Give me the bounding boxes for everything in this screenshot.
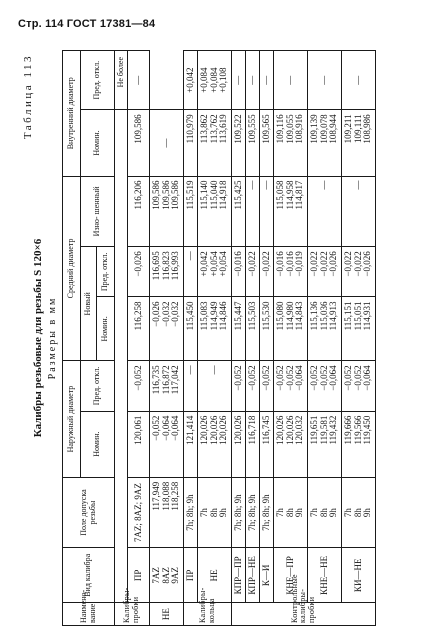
cell-o-dev: −0,052 [260, 361, 274, 411]
table-row [308, 51, 342, 626]
table-row: ПР 7AZ; 8AZ; 9AZ 120,061 −0,052 116,258 −0,026 116,206 109,586 — [128, 51, 150, 626]
col-outer: Наружный диаметр [63, 361, 81, 477]
group-plugs: Калибры-пробки [115, 603, 150, 626]
cell-i-nom: 109,555 [246, 110, 260, 176]
cell-m-nom: 115,447 [232, 297, 246, 361]
cell-o-nom: 119,666 119,566 119,450 [342, 411, 376, 477]
cell-m-dev: −0,016 −0,016 −0,019 [274, 247, 308, 297]
cell-m-nom: 115,136 115,036 114,913 [308, 297, 342, 361]
cell-i-dev: +0,084 +0,084 +0,108 [198, 51, 232, 110]
cell-i-nom: 109,565 [260, 110, 274, 176]
cell-m-worn: 115,425 [232, 176, 246, 247]
cell-m-dev: −0,022 [260, 247, 274, 297]
cell-m-worn: — [342, 176, 376, 247]
col-inner-dev: Пред. откл. [81, 51, 115, 110]
cell-m-dev: +0,042 +0,054 +0,054 [198, 247, 232, 297]
note-not-more: Не более [115, 51, 128, 110]
table-row [198, 51, 232, 626]
cell-m-worn: 115,519 [184, 176, 198, 247]
cell-o-nom: 120,026 120,026 120,026 [198, 411, 232, 477]
cell-m-worn: 115,140 115,040 114,918 [198, 176, 232, 247]
cell-m-nom: 115,151 115,051 114,931 [342, 297, 376, 361]
rotated-table-block [18, 50, 380, 626]
cell-type: КПР—НЕ [246, 548, 260, 603]
cell-o-dev: −0,052 [246, 361, 260, 411]
cell-o-nom: 117,949 118,088 118,258 [150, 477, 184, 548]
col-middle-worn: Изно- шенный [81, 176, 115, 247]
group-label: Калибры-кольца [184, 603, 232, 626]
table-title: Калибры резьбовые для резьбы S 120×6 [32, 238, 44, 438]
col-outer-dev: Пред. откл. [81, 361, 115, 411]
page-header: Стр. 114 ГОСТ 17381—84 [18, 18, 156, 30]
cell-type: К—И [260, 548, 274, 603]
cell-o-nom: 120,026 [232, 411, 246, 477]
cell-type: КИ—НЕ [342, 548, 376, 603]
group-label: Контрольные калибры-пробки [232, 603, 376, 626]
cell-type: ПР [184, 548, 198, 603]
cell-i-dev: — [274, 51, 308, 110]
table-row [246, 51, 260, 626]
col-inner: Внутренний диаметр [63, 51, 81, 177]
cell-m-worn: — [246, 176, 260, 247]
cell-i-dev: — [150, 110, 184, 176]
cell-o-nom: 120,026 120,026 120,032 [274, 411, 308, 477]
cell-tol: 7AZ 8AZ 9AZ [150, 548, 184, 603]
gauge-table [62, 50, 376, 626]
col-inner-nom: Номин. [81, 110, 115, 176]
table-row [260, 51, 274, 626]
cell-m-nom: 115,083 114,949 114,846 [198, 297, 232, 361]
cell-o-dev: −0,052 −0,064 −0,064 [150, 411, 184, 477]
cell-tol: 7h 8h 9h [198, 477, 232, 548]
table-row [150, 51, 184, 626]
cell-tol: 7h 8h 9h [308, 477, 342, 548]
table-number: Таблица 113 [22, 54, 34, 140]
cell-i-dev: — [308, 51, 342, 110]
col-name: Наимено- вание [63, 603, 115, 626]
cell-m-nom: 116,735 116,872 117,042 [150, 361, 184, 411]
cell-o-nom: 119,651 119,581 119,432 [308, 411, 342, 477]
cell-i-nom: 109,116 109,055 108,916 [274, 110, 308, 176]
cell-i-dev: +0,042 [184, 51, 198, 110]
cell-i-nom: 109,139 109,078 108,944 [308, 110, 342, 176]
table-row [342, 51, 376, 626]
cell-type: НЕ [198, 548, 232, 603]
cell-m-nom: 115,530 [260, 297, 274, 361]
cell-tol: 7h; 8h; 9h [246, 477, 260, 548]
cell-m-dev: −0,022 −0,022 −0,026 [342, 247, 376, 297]
cell-o-dev: — [184, 361, 198, 411]
cell-o-dev: −0,052 −0,052 −0,064 [308, 361, 342, 411]
col-middle-nom: Номин. [97, 297, 115, 361]
cell-i-nom: 109,522 [232, 110, 246, 176]
cell-m-dev: — [184, 247, 198, 297]
cell-o-dev: −0,052 −0,052 −0,064 [274, 361, 308, 411]
cell-i-nom: 113,862 113,762 113,619 [198, 110, 232, 176]
cell-i-nom: 110,979 [184, 110, 198, 176]
cell-tol: 7h 8h 9h [274, 477, 308, 548]
cell-tol: 7h; 8h; 9h [184, 477, 198, 548]
cell-type: КНЕ—НЕ [308, 548, 342, 603]
cell-o-nom: 116,718 [246, 411, 260, 477]
cell-i-nom: 109,211 109,111 108,986 [342, 110, 376, 176]
cell-m-worn: 116,695 116,823 116,993 [150, 247, 184, 297]
col-middle-dev: Пред. откл. [97, 247, 115, 297]
col-type: Вид калибра [63, 548, 115, 603]
cell-i-dev: — [342, 51, 376, 110]
cell-i-dev: — [232, 51, 246, 110]
cell-m-dev: −0,022 −0,022 −0,026 [308, 247, 342, 297]
col-middle-new: Новый [81, 247, 97, 361]
cell-m-dev: −0,026 −0,032 −0,032 [150, 297, 184, 361]
cell-m-dev: −0,016 [232, 247, 246, 297]
cell-o-nom: 116,745 [260, 411, 274, 477]
table-row [232, 51, 246, 626]
cell-tol: 7h; 8h; 9h [232, 477, 246, 548]
cell-m-nom: 115,450 [184, 297, 198, 361]
cell-tol: 7h 8h 9h [342, 477, 376, 548]
cell-o-dev: −0,052 [232, 361, 246, 411]
cell-type: КПР—ПР [232, 548, 246, 603]
col-tolerance: Поле допуска резьбы [63, 477, 115, 548]
table-row [274, 51, 308, 626]
col-middle: Средний диаметр [63, 176, 81, 361]
table-row [184, 51, 198, 626]
cell-m-dev: −0,022 [246, 247, 260, 297]
cell-i-dev: — [260, 51, 274, 110]
col-outer-nom: Номин. [81, 411, 115, 477]
cell-m-worn: 115,058 114,958 114,817 [274, 176, 308, 247]
cell-m-worn: — [308, 176, 342, 247]
cell-o-nom: 121,414 [184, 411, 198, 477]
cell-type: НЕ [150, 603, 184, 626]
table-subtitle: Размеры в мм [47, 296, 58, 380]
cell-i-nom: 109,586 109,586 109,586 [150, 176, 184, 247]
cell-i-dev: — [246, 51, 260, 110]
cell-o-dev: — [198, 361, 232, 411]
cell-tol: 7h; 8h; 9h [260, 477, 274, 548]
cell-m-nom: 115,080 114,980 114,843 [274, 297, 308, 361]
cell-m-worn: — [260, 176, 274, 247]
cell-type: КНЕ—ПР [274, 548, 308, 603]
cell-m-nom: 115,503 [246, 297, 260, 361]
cell-o-dev: −0,052 −0,052 −0,064 [342, 361, 376, 411]
